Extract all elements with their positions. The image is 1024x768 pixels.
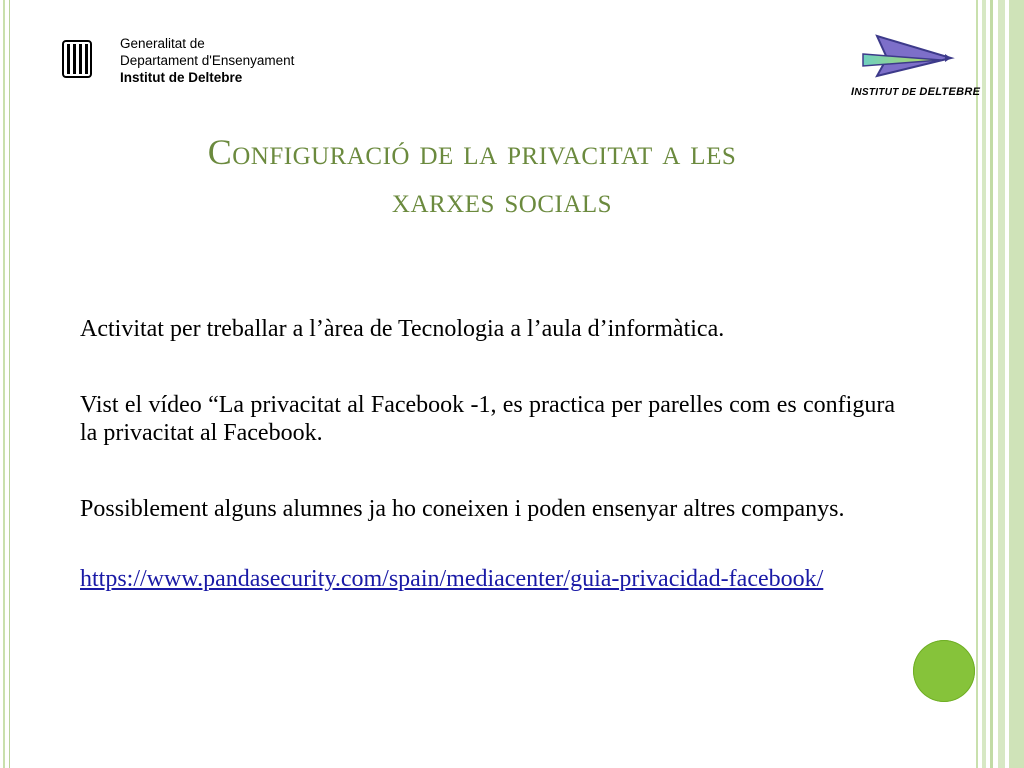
slide-title — [80, 128, 864, 224]
header-line-1: Generalitat de — [120, 36, 205, 51]
school-label-initial: I — [851, 86, 855, 98]
school-label-name: DELTEBRE — [919, 86, 981, 98]
paragraph-video: Vist el vídeo “La privacitat al Facebook -1, es practica per parelles com es configura la privacitat al Facebook. — [80, 392, 895, 446]
header-line-2: Departament d'Ensenyament — [120, 53, 295, 68]
paragraph-activity: Activitat per treballar a l’àrea de Tecnologia a l’aula d’informàtica. — [80, 316, 725, 342]
generalitat-logo-icon — [62, 40, 92, 78]
slide-body — [80, 315, 895, 593]
header-institution-text — [120, 35, 294, 86]
paragraph-students: Possiblement alguns alumnes ja ho coneixen i poden ensenyar altres companys. — [80, 496, 845, 522]
pandasecurity-link[interactable]: https://www.pandasecurity.com/spain/mediacenter/guia-privacidad-facebook/ — [80, 566, 824, 592]
school-label-prefix: NSTITUT DE — [854, 87, 917, 98]
header-line-3: Institut de Deltebre — [120, 70, 243, 85]
title-line-1: Configuració de la privacitat a les — [207, 132, 737, 172]
decorative-side-stripes — [976, 0, 1024, 768]
school-logo-label — [851, 86, 980, 98]
left-frame-border — [0, 0, 10, 768]
title-line-2: xarxes socials — [391, 180, 613, 220]
decorative-green-circle — [913, 640, 975, 702]
